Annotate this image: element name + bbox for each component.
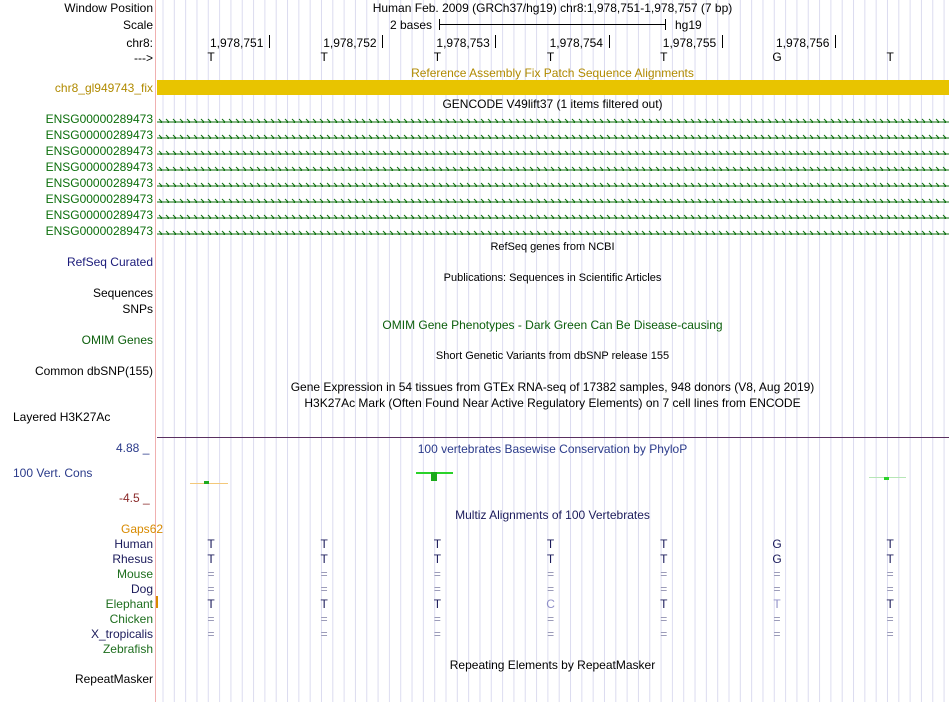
multiz-base: T: [660, 597, 668, 611]
multiz-base: =: [773, 582, 781, 596]
scale-label: Scale: [122, 18, 153, 32]
reference-base: T: [546, 50, 555, 64]
multiz-gaps-label-text: Gaps: [121, 522, 150, 536]
multiz-species-label[interactable]: Zebrafish: [102, 642, 153, 656]
multiz-base: =: [320, 627, 328, 641]
fix-patch-label[interactable]: chr8_gl949743_fix: [54, 81, 153, 95]
multiz-base: =: [207, 612, 215, 626]
scale-value: 2 bases: [390, 18, 433, 32]
conservation-bar-7-peak: [884, 477, 889, 480]
conservation-title: 100 vertebrates Basewise Conservation by PhyloP: [417, 442, 688, 456]
multiz-base: =: [773, 567, 781, 581]
multiz-base: =: [773, 612, 781, 626]
multiz-base: T: [660, 552, 668, 566]
multiz-base: T: [886, 552, 894, 566]
multiz-gaps-value: 62: [149, 522, 164, 536]
ruler-position-label: 1,978,751: [210, 36, 264, 50]
gtex-title: Gene Expression in 54 tissues from GTEx RNA-seq of 17382 samples, 948 donors (V8, Aug 2019): [290, 380, 815, 394]
reference-base: T: [660, 50, 668, 64]
multiz-base: T: [886, 537, 894, 551]
multiz-base: =: [207, 567, 215, 581]
multiz-base: T: [207, 537, 215, 551]
multiz-species-label[interactable]: Rhesus: [112, 552, 153, 566]
multiz-base: =: [886, 627, 894, 641]
multiz-base: T: [433, 552, 442, 566]
multiz-base: T: [207, 552, 215, 566]
multiz-base: =: [207, 627, 215, 641]
multiz-gaps-label: [121, 522, 163, 536]
multiz-base: T: [773, 597, 781, 611]
conservation-bar-3-peak: [431, 472, 437, 481]
multiz-base: =: [660, 627, 668, 641]
multiz-title: Multiz Alignments of 100 Vertebrates: [455, 508, 650, 522]
conservation-label[interactable]: 100 Vert. Cons: [13, 466, 93, 480]
multiz-base: =: [433, 627, 441, 641]
window-position-value: Human Feb. 2009 (GRCh37/hg19) chr8:1,978,751-1,978,757 (7 bp): [372, 1, 733, 15]
multiz-base: =: [547, 567, 555, 581]
multiz-species-label[interactable]: X_tropicalis: [90, 627, 153, 641]
multiz-species-label[interactable]: Elephant: [105, 597, 153, 611]
gencode-item-label[interactable]: ENSG00000289473: [45, 128, 153, 142]
reference-base: G: [772, 50, 782, 64]
multiz-base: G: [772, 552, 782, 566]
multiz-base: =: [547, 627, 555, 641]
ruler-position-label: 1,978,753: [436, 36, 490, 50]
multiz-base: T: [546, 552, 555, 566]
multiz-base: G: [772, 537, 782, 551]
multiz-base: T: [433, 597, 442, 611]
multiz-base: =: [660, 612, 668, 626]
multiz-species-label[interactable]: Dog: [130, 582, 153, 596]
multiz-base: =: [660, 582, 668, 596]
multiz-base: =: [886, 567, 894, 581]
gencode-item-label[interactable]: ENSG00000289473: [45, 160, 153, 174]
dbsnp-title: Short Genetic Variants from dbSNP release 155: [435, 350, 670, 362]
conservation-ymin: -4.5 _: [119, 491, 150, 505]
refseq-title: RefSeq genes from NCBI: [490, 241, 615, 253]
multiz-base: T: [546, 537, 555, 551]
ruler-position-label: 1,978,756: [776, 36, 830, 50]
multiz-base: =: [773, 627, 781, 641]
ruler-position-label: 1,978,752: [323, 36, 377, 50]
multiz-base: =: [207, 582, 215, 596]
multiz-base: =: [886, 582, 894, 596]
ruler-position-label: 1,978,754: [549, 36, 603, 50]
multiz-base: =: [433, 582, 441, 596]
gencode-item-label[interactable]: ENSG00000289473: [45, 224, 153, 238]
gencode-title: GENCODE V49lift37 (1 items filtered out): [442, 97, 663, 111]
ruler-position-label: 1,978,755: [662, 36, 717, 50]
multiz-base: T: [320, 537, 328, 551]
multiz-species-label[interactable]: Human: [114, 537, 153, 551]
publications-label[interactable]: Sequences: [92, 286, 153, 300]
gencode-item-label[interactable]: ENSG00000289473: [45, 144, 153, 158]
chrom-label: chr8:: [126, 36, 153, 50]
publications-title: Publications: Sequences in Scientific Articles: [443, 272, 662, 284]
multiz-base: T: [207, 597, 215, 611]
omim-label[interactable]: OMIM Genes: [81, 333, 153, 347]
repeatmasker-title: Repeating Elements by RepeatMasker: [449, 658, 656, 672]
multiz-base: T: [660, 537, 668, 551]
conservation-bar-1-peak: [204, 481, 209, 484]
fix-patch-title: Reference Assembly Fix Patch Sequence Alignments: [411, 66, 694, 80]
omim-title: OMIM Gene Phenotypes - Dark Green Can Be Disease-causing: [382, 318, 723, 332]
multiz-base: =: [433, 567, 441, 581]
strand-label: --->: [134, 51, 153, 65]
gencode-item-label[interactable]: ENSG00000289473: [45, 208, 153, 222]
snps-label[interactable]: SNPs: [122, 302, 153, 316]
multiz-base: T: [433, 537, 442, 551]
conservation-ymax: 4.88 _: [116, 441, 150, 455]
dbsnp-label[interactable]: Common dbSNP(155): [34, 364, 153, 378]
multiz-species-label[interactable]: Chicken: [109, 612, 153, 626]
reference-base: T: [207, 50, 215, 64]
multiz-base: =: [320, 612, 328, 626]
multiz-base: =: [547, 582, 555, 596]
refseq-label[interactable]: RefSeq Curated: [66, 255, 153, 269]
multiz-base: T: [320, 552, 328, 566]
multiz-base: =: [320, 582, 328, 596]
multiz-base: C: [546, 597, 555, 611]
reference-base: T: [320, 50, 328, 64]
multiz-base: T: [320, 597, 328, 611]
gencode-item-label[interactable]: ENSG00000289473: [45, 112, 153, 126]
elephant-insert-mark: [156, 596, 158, 608]
multiz-base: =: [320, 567, 328, 581]
multiz-base: =: [547, 612, 555, 626]
window-position-label: Window Position: [64, 1, 153, 15]
multiz-species-label[interactable]: Mouse: [116, 567, 153, 581]
scale-db: hg19: [675, 18, 702, 32]
h3k27ac-label[interactable]: Layered H3K27Ac: [13, 410, 111, 424]
reference-base: T: [433, 50, 442, 64]
repeatmasker-label[interactable]: RepeatMasker: [74, 672, 153, 686]
multiz-base: =: [660, 567, 668, 581]
reference-base: T: [886, 50, 894, 64]
multiz-base: =: [433, 612, 441, 626]
multiz-base: T: [886, 597, 894, 611]
gencode-item-label[interactable]: ENSG00000289473: [45, 192, 153, 206]
gencode-item-label[interactable]: ENSG00000289473: [45, 176, 153, 190]
multiz-base: =: [886, 612, 894, 626]
h3k27ac-title: H3K27Ac Mark (Often Found Near Active Regulatory Elements) on 7 cell lines from ENCODE: [304, 396, 801, 410]
